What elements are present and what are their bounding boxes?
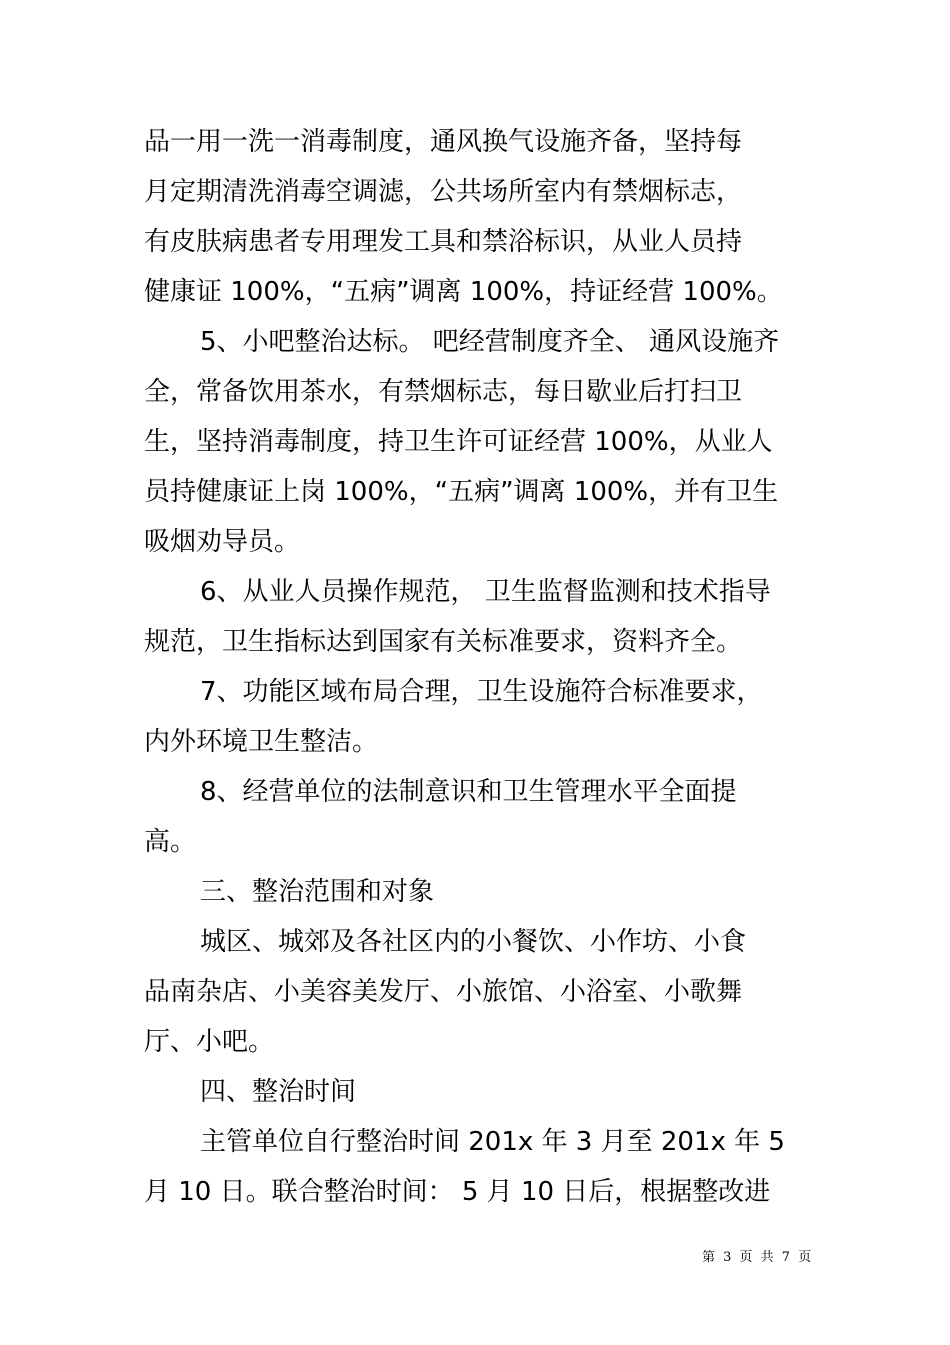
text-line: 月定期清洗消毒空调滤，公共场所室内有禁烟标志， bbox=[144, 177, 743, 207]
text-line: 员持健康证上岗 100%，“五病”调离 100%，并有卫生 bbox=[144, 477, 779, 507]
text-line: 城区、城郊及各社区内的小餐饮、小作坊、小食 bbox=[200, 927, 747, 957]
text-line: 品一用一洗一消毒制度，通风换气设施齐备，坚持每 bbox=[144, 127, 743, 157]
text-line: 健康证 100%，“五病”调离 100%，持证经营 100%。 bbox=[144, 277, 783, 307]
text-line: 厅、小吧。 bbox=[144, 1027, 275, 1057]
page-number: 第 3 页 共 7 页 bbox=[702, 1250, 812, 1265]
text-line: 规范，卫生指标达到国家有关标准要求，资料齐全。 bbox=[144, 627, 743, 657]
text-line: 主管单位自行整治时间 201x 年 3 月至 201x 年 5 bbox=[200, 1127, 785, 1157]
text-line: 吸烟劝导员。 bbox=[144, 527, 301, 557]
text-line: 生，坚持消毒制度，持卫生许可证经营 100%，从业人 bbox=[144, 427, 773, 457]
text-line: 高。 bbox=[144, 827, 197, 857]
text-line: 5、小吧整治达标。 吧经营制度齐全、 通风设施齐 bbox=[200, 327, 780, 357]
text-line: 全，常备饮用茶水，有禁烟标志，每日歇业后打扫卫 bbox=[144, 377, 743, 407]
text-line: 6、从业人员操作规范， 卫生监督监测和技术指导 bbox=[200, 577, 771, 607]
text-line: 内外环境卫生整洁。 bbox=[144, 727, 379, 757]
text-line: 有皮肤病患者专用理发工具和禁浴标识，从业人员持 bbox=[144, 227, 743, 257]
text-line: 月 10 日。联合整治时间： 5 月 10 日后，根据整改进 bbox=[144, 1177, 771, 1207]
text-line: 8、经营单位的法制意识和卫生管理水平全面提 bbox=[200, 777, 737, 807]
section-heading: 四、整治时间 bbox=[200, 1077, 357, 1107]
section-heading: 三、整治范围和对象 bbox=[200, 877, 435, 907]
text-line: 品南杂店、小美容美发厅、小旅馆、小浴室、小歌舞 bbox=[144, 977, 743, 1007]
text-line: 7、功能区域布局合理，卫生设施符合标准要求， bbox=[200, 677, 763, 707]
